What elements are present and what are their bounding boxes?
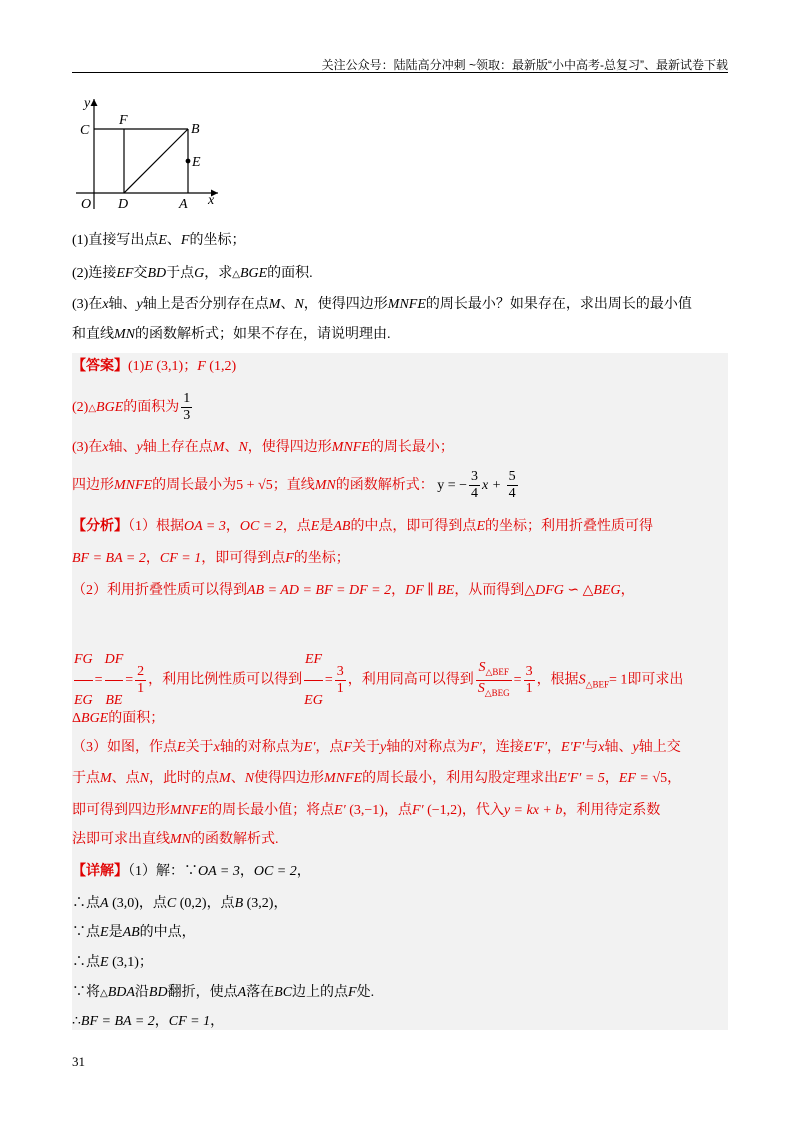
label-D: D (118, 197, 129, 212)
label-C: C (80, 123, 90, 138)
segment-DB (124, 129, 188, 193)
detail-line-1: 【详解】（1）解：∵OA = 3，OC = 2， (72, 864, 311, 879)
detail-line-6: ∴BF = BA = 2，CF = 1， (72, 1014, 225, 1029)
header-rule (72, 72, 728, 73)
detail-line-3: ∵点E是AB的中点， (72, 925, 196, 940)
analysis-line-7: 于点M、点N，此时的点M、N使得四边形MNFE的周长最小，利用勾股定理求出E′F′ = 5，EF = √5， (72, 771, 682, 786)
detail-line-4: ∴点E (3,1)； (72, 955, 153, 970)
label-B: B (191, 122, 200, 137)
analysis-line-9: 法即可求出直线MN的函数解析式. (72, 832, 279, 847)
page-number: 31 (72, 1054, 85, 1069)
analysis-line-5: ΔBGE的面积； (72, 711, 165, 726)
question-2: (2)连接EF交BD于点G，求△BGE的面积. (72, 266, 313, 281)
label-O: O (81, 197, 92, 212)
answer-line-3: (3)在x轴、y轴上存在点M、N，使得四边形MNFE的周长最小； (72, 440, 454, 455)
analysis-line-2: BF = BA = 2，CF = 1，即可得到点F的坐标； (72, 551, 350, 566)
analysis-line-8: 即可得到四边形MNFE的周长最小值；将点E′ (3,−1)，点F′ (−1,2)，代入y = kx + b，利用待定系数 (72, 803, 661, 818)
question-3-line1: (3)在x轴、y轴上是否分别存在点M、N，使得四边形MNFE的周长最小？如果存在，求出周长的最小值 (72, 297, 692, 312)
fraction-one-third: $\frac{1}{3}$ (183, 391, 191, 424)
answer-line-1: 【答案】(1)E (3,1)；F (1,2) (72, 359, 237, 374)
analysis-line-1: 【分析】（1）根据OA = 3，OC = 2，点E是AB的中点，即可得到点E的坐标；利用折叠性质可得 (72, 519, 653, 534)
answer-line-4: 四边形MNFE的周长最小为5 + √5；直线MN的函数解析式： y = − $\frac{3}{4}$ x + $\frac{5}{4}$ (72, 469, 516, 502)
analysis-line-6: （3）如图，作点E关于x轴的对称点为E′，点F关于y轴的对称点为F′，连接E′F′，E′F′与x轴、y轴上交 (72, 740, 681, 755)
page-header: 关注公众号：陆陆高分冲刺 ~领取：最新版“小中高考-总复习”、最新试卷下载 (321, 58, 728, 72)
detail-line-2: ∴点A (3,0)，点C (0,2)，点B (3,2)， (72, 896, 288, 911)
analysis-line-4: $\frac{FG}{EG}$ = $\frac{DF}{BE}$ = $\frac{2}{1}$ ，利用比例性质可以得到 $\frac{EF}{EG}$ = $\frac{3}{1}$ ，利用同高可以得到 $\frac{S_{\triangle BEF}}{S_{\triangle BEG}}$ = $\frac{3}{1}$ ，根据$S_{\triangle BEF}= 1$即可求出 (72, 640, 683, 721)
coordinate-figure (72, 95, 232, 215)
label-A: A (179, 197, 188, 212)
point-E (186, 159, 191, 164)
label-x: x (208, 193, 215, 208)
label-y: y (84, 96, 91, 111)
label-F: F (119, 113, 128, 128)
answer-line-2: (2)△BGE的面积为 $\frac{1}{3}$ (72, 391, 191, 424)
question-1: (1)直接写出点E、F的坐标； (72, 233, 246, 248)
question-3-line2: 和直线MN的函数解析式；如果不存在，请说明理由. (72, 327, 391, 342)
label-E: E (192, 155, 201, 170)
analysis-line-3: （2）利用折叠性质可以得到AB = AD = BF = DF = 2，DF ∥ BE，从而得到△DFG ∽ △BEG， (72, 583, 635, 598)
detail-line-5: ∵将△BDA沿BD翻折，使点A落在BC边上的点F处. (72, 985, 375, 1000)
